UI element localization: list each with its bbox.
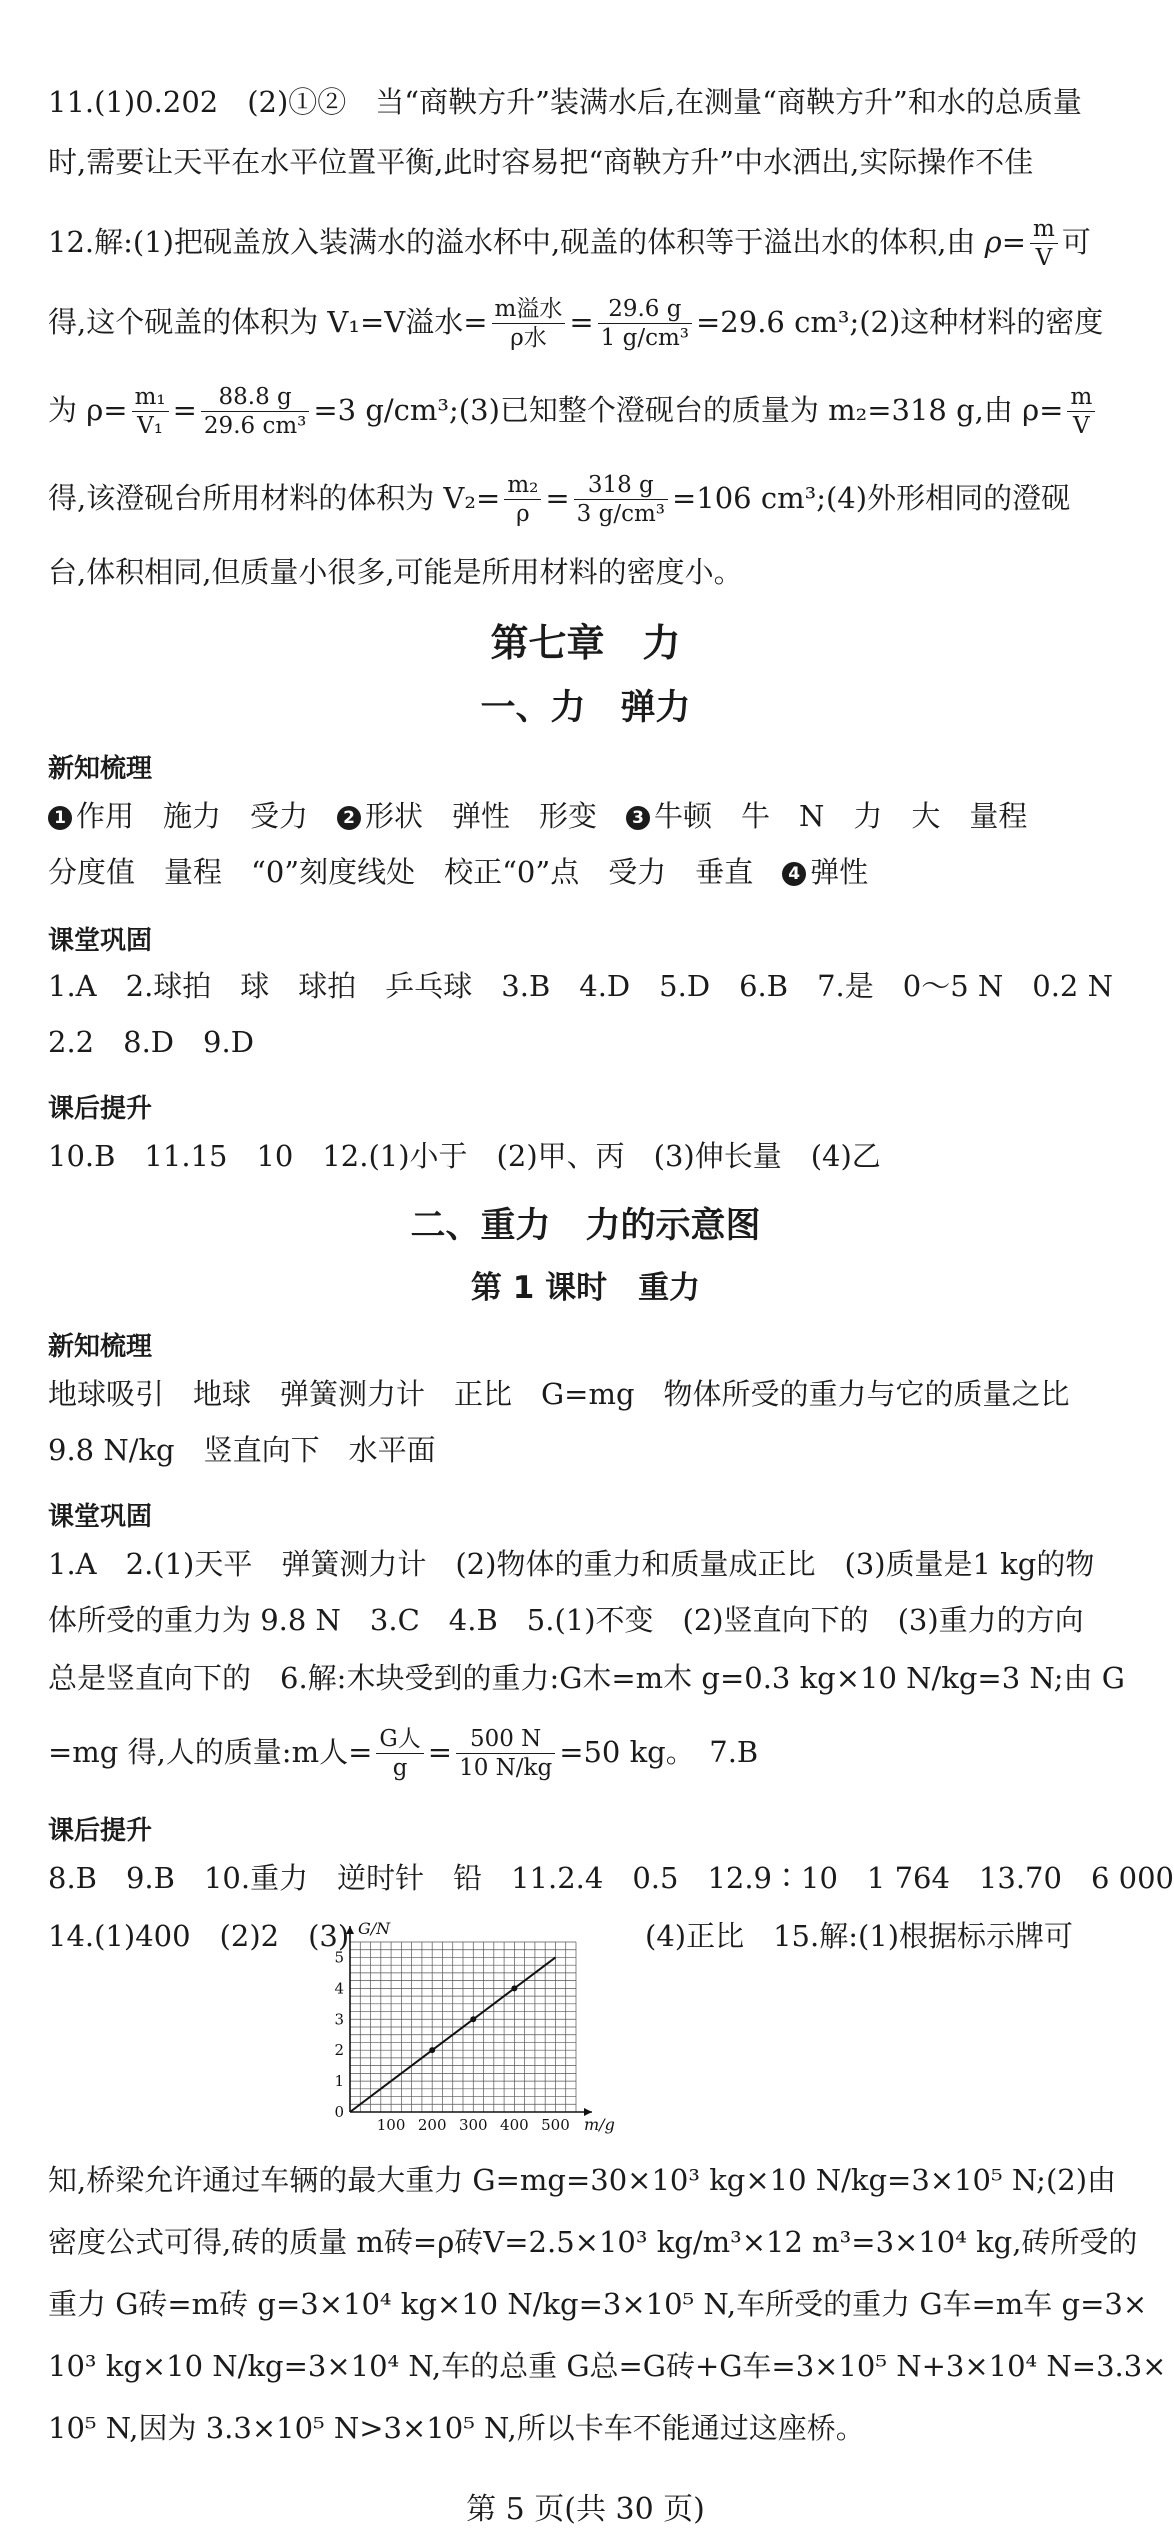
sec2-review-line3: 总是竖直向下的 6.解:木块受到的重力:G木=m木 g=0.3 kg×10 N/kg=3 N;由 G [48, 1661, 1125, 1695]
subhead-class-review-2: 课堂巩固 [48, 1502, 153, 1532]
section-title-2: 二、重力 力的示意图 [410, 1206, 761, 1246]
sec2-after-line2a: 14.(1)400 (2)2 (3) [48, 1919, 350, 1953]
y-axis-label: G/N [358, 1919, 391, 1938]
sec2-after-line1: 8.B 9.B 10.重力 逆时针 铅 11.2.4 0.5 12.9∶10 1 764 13.70 6 000 [48, 1861, 1174, 1895]
subhead-new-knowledge-1: 新知梳理 [48, 754, 153, 784]
y-tick-label: 5 [334, 1948, 344, 1967]
sec2-knowledge-line1: 地球吸引 地球 弹簧测力计 正比 G=mg 物体所受的重力与它的质量之比 [48, 1377, 1070, 1411]
answer-11-line2: 时,需要让天平在水平位置平衡,此时容易把“商鞅方升”中水洒出,实际操作不佳 [48, 145, 1034, 179]
sec2-review-line4: =mg 得,人的质量:m人= $\frac{\text{G人}}{g}$ = $\frac{500 N}{10 N/kg}$ =50 kg。 7.B [48, 1726, 759, 1781]
y-tick-label: 2 [334, 2041, 344, 2060]
subhead-after-class-1: 课后提升 [48, 1094, 153, 1124]
sec2-review-line1: 1.A 2.(1)天平 弹簧测力计 (2)物体的重力和质量成正比 (3)质量是1 kg的物 [48, 1547, 1095, 1581]
y-tick-label: 0 [334, 2103, 344, 2121]
y-axis-arrow [346, 1926, 354, 1934]
chapter-title: 第七章 力 [490, 621, 681, 665]
gravity-mass-graph [318, 1918, 615, 2140]
data-point [429, 2047, 435, 2053]
sec2-after-line2b: (4)正比 15.解:(1)根据标示牌可 [645, 1919, 1074, 1953]
sec1-review-line1: 1.A 2.球拍 球 球拍 乒乓球 3.B 4.D 5.D 6.B 7.是 0～5 N 0.2 N [48, 969, 1113, 1003]
answer-12-line4: 得,该澄砚台所用材料的体积为 V₂= $\frac{\text{m₂}}{\rho}$ = $\frac{318 g}{\text{3 g/cm³}}$ =106 cm³;(4)外形相同的澄砚 [48, 472, 1071, 527]
x-axis-label: m/g [584, 2115, 615, 2134]
y-tick-label: 4 [334, 1979, 344, 1998]
answer-12-line1: 12.解:(1)把砚盖放入装满水的溢水杯中,砚盖的体积等于溢出水的体积,由 ρ= $\frac{m}{V}$ 可 [48, 216, 1091, 271]
page-footer: 第 5 页(共 30 页) [466, 2492, 705, 2527]
sec2-knowledge-line2: 9.8 N/kg 竖直向下 水平面 [48, 1433, 436, 1467]
sec1-knowledge-line2: 分度值 量程 “0”刻度线处 校正“0”点 受力 垂直 4 弹性 [48, 855, 869, 889]
sec1-knowledge-line1: 1 作用 施力 受力 2 形状 弹性 形变 3 牛顿 牛 N 力 大 量程 [48, 800, 1123, 833]
answer-11-line1: 11.(1)0.202 (2)①② 当“商鞅方升”装满水后,在测量“商鞅方升”和水的总质量 [48, 85, 1082, 119]
answer-12-line5: 台,体积相同,但质量小很多,可能是所用材料的密度小。 [48, 555, 743, 589]
sec2-review-line2: 体所受的重力为 9.8 N 3.C 4.B 5.(1)不变 (2)竖直向下的 (3)重力的方向 [48, 1603, 1084, 1637]
sec1-after-line1: 10.B 11.15 10 12.(1)小于 (2)甲、丙 (3)伸长量 (4)乙 [48, 1139, 881, 1173]
x-tick-label: 300 [458, 2116, 488, 2134]
answer-12-line3: 为 ρ= $\frac{\text{m₁}}{\text{V₁}}$ = $\frac{88.8 g}{\text{29.6 cm³}}$ =3 g/cm³;(3)已知整个澄砚台的质量为 m₂=318 g,由 ρ= $\frac{m}{V}$ [48, 386, 1123, 438]
x-tick-label: 200 [417, 2116, 447, 2134]
sec1-review-line2: 2.2 8.D 9.D [48, 1025, 254, 1059]
data-point [511, 1985, 517, 1991]
subhead-after-class-2: 课后提升 [48, 1816, 153, 1846]
sec2-after-line7: 10⁵ N,因为 3.3×10⁵ N>3×10⁵ N,所以卡车不能通过这座桥。 [48, 2411, 865, 2445]
y-tick-label: 1 [334, 2072, 344, 2091]
sec2-after-line6: 10³ kg×10 N/kg=3×10⁴ N,车的总重 G总=G砖+G车=3×10⁵ N+3×10⁴ N=3.3× [48, 2349, 1167, 2383]
subhead-new-knowledge-2: 新知梳理 [48, 1332, 153, 1362]
sec2-after-line3: 知,桥梁允许通过车辆的最大重力 G=mg=30×10³ kg×10 N/kg=3×10⁵ N;(2)由 [48, 2163, 1117, 2197]
sec2-after-line5: 重力 G砖=m砖 g=3×10⁴ kg×10 N/kg=3×10⁵ N,车所受的重力 G车=m车 g=3× [48, 2287, 1148, 2321]
fraction-m-over-V: $\frac{m}{V}$ [1030, 218, 1058, 270]
x-tick-label: 500 [541, 2116, 570, 2134]
lesson-title: 第 1 课时 重力 [470, 1270, 701, 1306]
x-tick-label: 100 [376, 2116, 406, 2134]
section-title-1: 一、力 弹力 [480, 688, 691, 728]
sec2-after-line4: 密度公式可得,砖的质量 m砖=ρ砖V=2.5×10³ kg/m³×12 m³=3×10⁴ kg,砖所受的 [48, 2225, 1138, 2259]
x-tick-label: 400 [500, 2116, 529, 2134]
answer-12-line2: 得,这个砚盖的体积为 V₁=V溢水= $\frac{\text{m溢水}}{\text{ρ水}}$ = $\frac{29.6 g}{\text{1 g/cm³}}$ =29.6 cm³;(2)这种材料的密度 [48, 296, 1104, 351]
y-tick-label: 3 [334, 2010, 344, 2029]
data-point [470, 2016, 476, 2022]
subhead-class-review-1: 课堂巩固 [48, 926, 153, 956]
